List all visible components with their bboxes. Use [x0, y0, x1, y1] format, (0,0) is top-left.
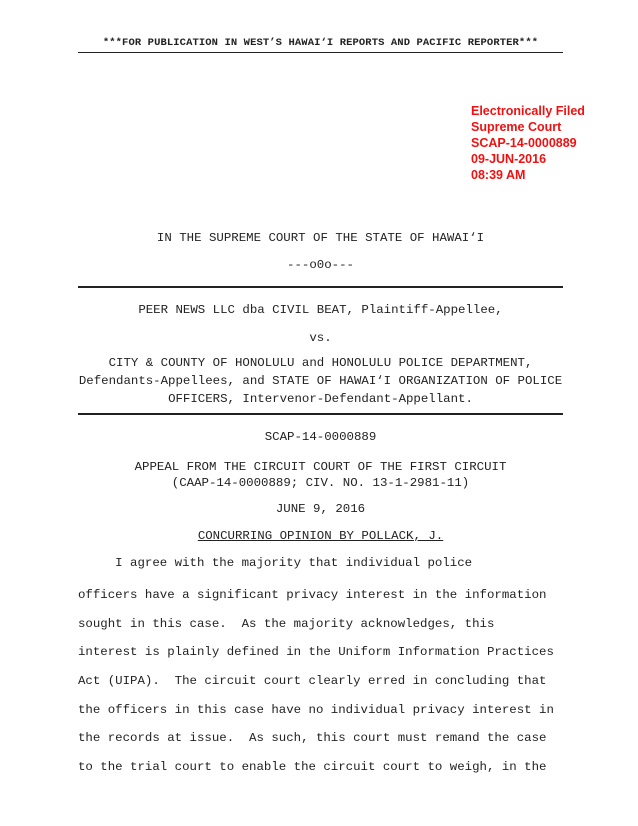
stamp-line-date: 09-JUN-2016	[471, 152, 547, 166]
defendants-line-2: Defendants-Appellees, and STATE OF HAWAI‘I ORGANIZATION OF POLICE	[78, 374, 563, 388]
stamp-line-time: 08:39 AM	[471, 168, 526, 182]
body-line: the officers in this case have no individual privacy interest in	[78, 703, 554, 717]
stamp-line-case-number: SCAP-14-0000889	[471, 136, 577, 150]
defendants-line-1: CITY & COUNTY OF HONOLULU and HONOLULU POLICE DEPARTMENT,	[108, 356, 533, 370]
stamp-line-court: Supreme Court	[471, 120, 562, 134]
body-line: Act (UIPA). The circuit court clearly erred in concluding that	[78, 674, 547, 688]
appeal-line-1: APPEAL FROM THE CIRCUIT COURT OF THE FIRST CIRCUIT	[134, 460, 507, 474]
decision-date: JUNE 9, 2016	[275, 502, 366, 516]
body-line: to the trial court to enable the circuit court to weigh, in the	[78, 760, 547, 774]
filing-stamp	[471, 103, 585, 183]
plaintiff-line: PEER NEWS LLC dba CIVIL BEAT, Plaintiff-Appellee,	[138, 303, 503, 317]
case-number: SCAP-14-0000889	[264, 430, 377, 444]
opinion-title: CONCURRING OPINION BY POLLACK, J.	[197, 529, 444, 543]
stamp-line-filed: Electronically Filed	[471, 104, 585, 118]
publication-header: ***FOR PUBLICATION IN WEST’S HAWAI‘I REPORTS AND PACIFIC REPORTER***	[102, 37, 539, 49]
caption-divider-bottom	[78, 413, 563, 415]
defendants-line-3: OFFICERS, Intervenor-Defendant-Appellant.	[168, 392, 473, 406]
court-name: IN THE SUPREME COURT OF THE STATE OF HAWAI‘I	[156, 231, 485, 245]
appeal-line-2: (CAAP-14-0000889; CIV. NO. 13-1-2981-11)	[171, 476, 470, 490]
body-line: officers have a significant privacy interest in the information	[78, 588, 547, 602]
caption-divider-top	[78, 286, 563, 288]
body-line: sought in this case. As the majority acknowledges, this	[78, 617, 495, 631]
body-line: the records at issue. As such, this court must remand the case	[78, 731, 547, 745]
versus-line: vs.	[309, 331, 332, 345]
ornament: ---o0o---	[287, 258, 354, 272]
header-divider	[78, 52, 563, 53]
body-line: I agree with the majority that individual police	[78, 556, 473, 570]
body-line: interest is plainly defined in the Uniform Information Practices	[78, 645, 554, 659]
